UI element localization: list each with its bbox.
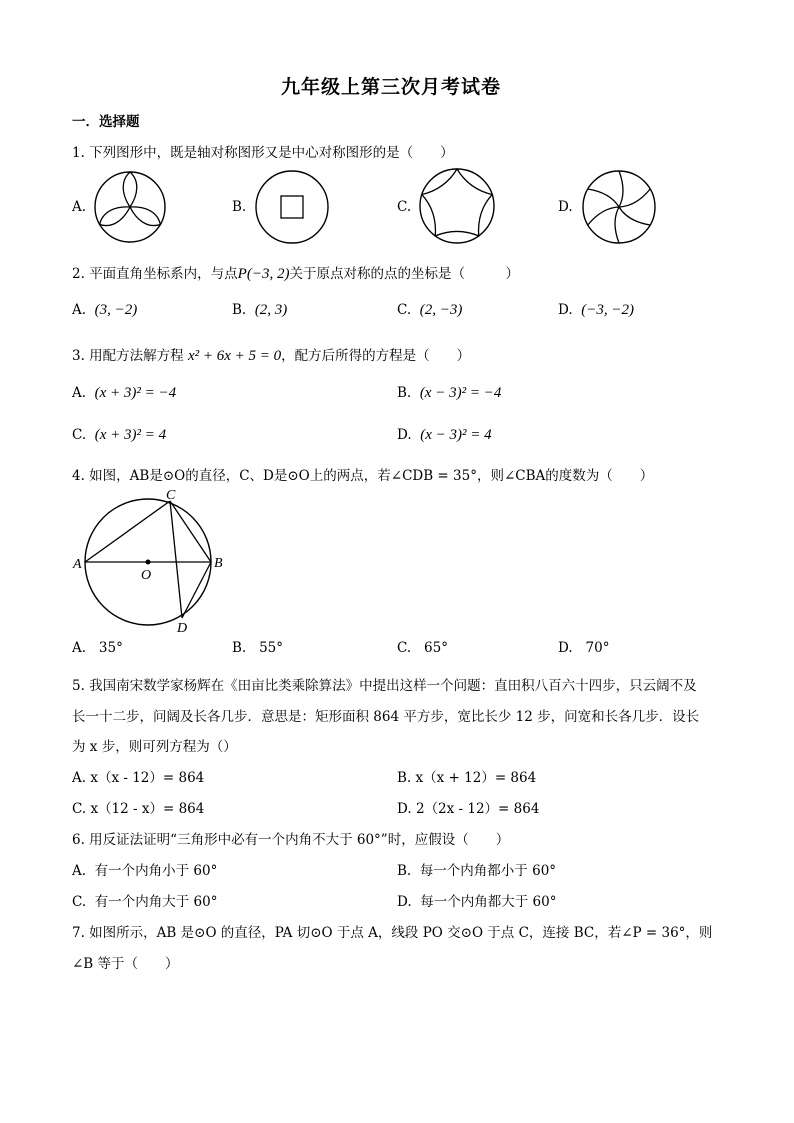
- option-label: D.: [558, 640, 573, 656]
- option-label: B.: [232, 640, 247, 656]
- option-text: 每一个内角都小于 60°: [419, 863, 557, 879]
- section-heading: 一．选择题: [72, 114, 140, 130]
- q6-option-c: [72, 890, 217, 910]
- option-label: A.: [72, 640, 87, 656]
- option-text: 65°: [424, 640, 448, 656]
- option-text: (2, −3): [419, 302, 463, 318]
- q6-stem: 6. 用反证法证明“三角形中必有一个内角不大于 60°”时，应假设（ ）: [72, 832, 510, 848]
- q4-option-b: [232, 640, 283, 656]
- option-label: C.: [72, 801, 87, 817]
- q3-stem-pre: 3. 用配方法解方程: [72, 348, 184, 364]
- option-label: D.: [397, 894, 412, 910]
- option-text: (−3, −2): [581, 302, 634, 318]
- option-label: B.: [397, 385, 412, 401]
- q2-stem-post: 关于原点对称的点的坐标是（ ）: [289, 266, 519, 282]
- q4-option-a: [72, 640, 123, 656]
- q5-line-2: 长一十二步，问阔及长各几步．意思是：矩形面积 864 平方步，宽比长少 12 步，问宽和长各几步．设长: [72, 709, 700, 725]
- q6-option-a: [72, 859, 217, 879]
- q5-line-3: 为 x 步，则可列方程为（）: [72, 739, 237, 755]
- q2-option-b: [232, 302, 287, 319]
- q2-option-a: [72, 302, 137, 319]
- q3-option-a: [72, 385, 176, 402]
- option-label: C.: [397, 302, 412, 318]
- option-text: (x − 3)² = 4: [420, 427, 492, 443]
- q4-circle-figure: [70, 486, 230, 636]
- q3-option-b: [397, 385, 501, 402]
- option-text: (x − 3)² = −4: [419, 385, 502, 401]
- option-text: 55°: [259, 640, 284, 656]
- option-label: C.: [72, 427, 87, 443]
- q4-option-d: [558, 640, 609, 656]
- q6-option-d: [397, 890, 556, 910]
- option-text: (x + 3)² = −4: [94, 385, 177, 401]
- q3-stem: [72, 344, 470, 365]
- q1-figure-c: [417, 167, 497, 245]
- q3-option-c: [72, 427, 166, 444]
- q1-label-d: D.: [558, 199, 573, 215]
- q5-option-d: [397, 797, 539, 817]
- q4-option-c: [397, 640, 448, 656]
- option-label: D.: [397, 801, 412, 817]
- q1-figure-b: [254, 170, 330, 244]
- option-label: B.: [232, 302, 247, 318]
- q2-option-c: [397, 302, 462, 319]
- q5-option-a: [72, 766, 204, 786]
- option-text: 每一个内角都大于 60°: [420, 894, 557, 910]
- q2-stem-pre: 2. 平面直角坐标系内，与点: [72, 266, 238, 282]
- option-text: x（12 - x）= 864: [90, 801, 205, 817]
- q4-stem: 4. 如图，AB是⊙O的直径，C、D是⊙O上的两点，若∠CDB = 35°，则∠CBA的度数为（ ）: [72, 468, 654, 484]
- option-text: x（x + 12）= 864: [415, 770, 537, 786]
- option-text: x（x - 12）= 864: [90, 770, 205, 786]
- q5-option-b: [397, 766, 536, 786]
- q7-line-1: 7. 如图所示，AB 是⊙O 的直径，PA 切⊙O 于点 A，线段 PO 交⊙O 于点 C，连接 BC，若∠P = 36°，则: [72, 925, 713, 941]
- q4-label-c: C: [166, 488, 176, 503]
- q1-label-c: C.: [397, 199, 412, 215]
- q4-label-d: D: [177, 621, 188, 636]
- option-label: B.: [397, 770, 412, 786]
- option-label: A.: [72, 385, 87, 401]
- q7-line-2: ∠B 等于（ ）: [72, 956, 179, 972]
- q5-line-1: 5. 我国南宋数学家杨辉在《田亩比类乘除算法》中提出这样一个问题：直田积八百六十四步，只云阔不及: [72, 678, 697, 694]
- option-text: 2（2x - 12）= 864: [415, 801, 540, 817]
- option-text: 70°: [585, 640, 610, 656]
- option-text: (3, −2): [94, 302, 138, 318]
- q2-option-d: [558, 302, 634, 319]
- q2-point: P(−3, 2): [237, 266, 290, 282]
- option-text: 有一个内角小于 60°: [94, 863, 218, 879]
- q4-label-a: A: [73, 557, 82, 572]
- q1-stem: 1. 下列图形中，既是轴对称图形又是中心对称图形的是（ ）: [72, 145, 454, 161]
- option-label: A.: [72, 863, 87, 879]
- q6-option-b: [397, 859, 556, 879]
- option-label: A.: [72, 302, 87, 318]
- page-title: 九年级上第三次月考试卷: [281, 76, 502, 98]
- q1-figure-a: [92, 171, 168, 243]
- option-label: C.: [72, 894, 87, 910]
- option-label: A.: [72, 770, 87, 786]
- q4-label-o: O: [141, 568, 152, 583]
- option-text: (2, 3): [254, 302, 288, 318]
- q3-equation: x² + 6x + 5 = 0: [187, 348, 282, 364]
- option-label: C.: [397, 640, 412, 656]
- option-text: 有一个内角大于 60°: [94, 894, 218, 910]
- q2-stem: [72, 262, 519, 283]
- q3-option-d: [397, 427, 492, 444]
- option-label: D.: [558, 302, 573, 318]
- q1-label-a: A.: [72, 199, 87, 215]
- q3-stem-post: ，配方后所得的方程是（ ）: [281, 348, 471, 364]
- q1-figure-d: [581, 170, 657, 244]
- option-label: B.: [397, 863, 412, 879]
- q4-label-b: B: [214, 556, 223, 571]
- option-text: 35°: [98, 640, 123, 656]
- q5-option-c: [72, 797, 204, 817]
- option-text: (x + 3)² = 4: [94, 427, 167, 443]
- q1-label-b: B.: [232, 199, 247, 215]
- option-label: D.: [397, 427, 412, 443]
